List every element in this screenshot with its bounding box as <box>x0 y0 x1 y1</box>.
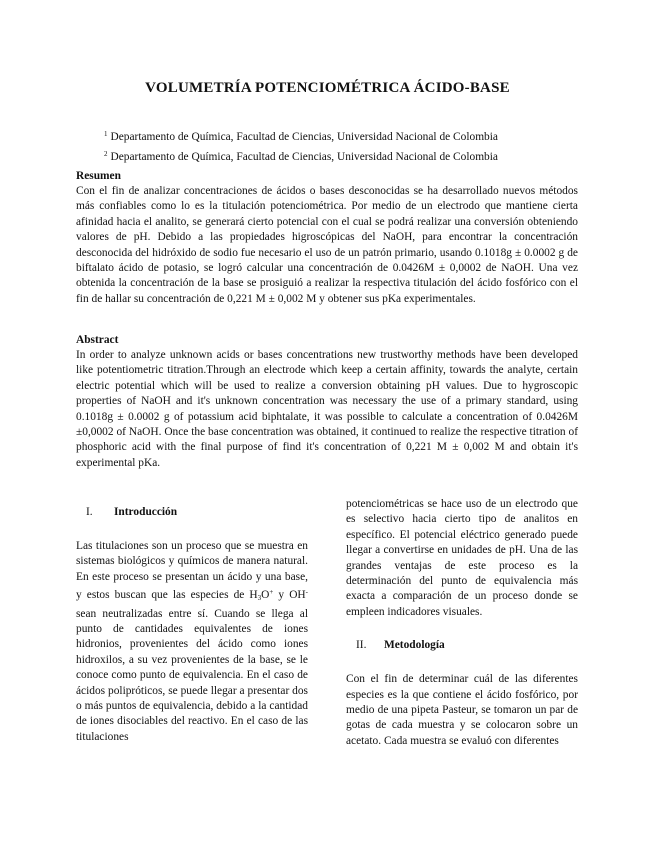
resumen-text: Con el fin de analizar concentraciones de ácidos o bases desconocidas se ha desarrollado nuevos métodos más confiables como lo es la titulación potenciométrica. Por medio de un electrodo que mantiene cierta afinidad hacia el analito, se generará cierto potencial con el cual se podrá realizar una conversión obteniendo valores de pH. Debido a las propiedades higroscópicas del NaOH, para encontrar la concentración desconocida del hidróxido de sodio fue necesario el uso de un patrón primario, usando 0.1018g ± 0.0002 g de biftalato ácido de potasio, se logró calcular una concentración de 0.0426M ± 0,0002 de NaOH. Una vez obtenida la concentración de la base se prosiguió a realizar la respectiva titulación del ácido fosfórico con el fin de hallar su concentración de 0,221 M ± 0,002 M y obtener sus pKa experimentales. <box>76 185 578 305</box>
h3o-subscript: 3 <box>257 594 262 603</box>
abstract-section <box>76 333 578 471</box>
left-column <box>76 505 308 745</box>
affiliation-2-text: Departamento de Química, Facultad de Ciencias, Universidad Nacional de Colombia <box>110 151 498 163</box>
introduction-paragraph <box>76 539 308 745</box>
intro-text-part-1: Las titulaciones son un proceso que se muestra en sistemas biológicos y químicos de manera natural. En este proceso se presentan un ácido y una base, y estos buscan que las especies de H <box>76 540 308 602</box>
introduction-heading <box>76 505 308 520</box>
intro-and-oh: y OH <box>273 589 306 602</box>
methodology-number: II. <box>356 639 367 652</box>
resumen-section <box>76 169 578 307</box>
affiliation-2 <box>104 146 498 166</box>
affiliation-1-text: Departamento de Química, Facultad de Ciencias, Universidad Nacional de Colombia <box>110 131 498 143</box>
abstract-text: In order to analyze unknown acids or bases concentrations new trustworthy methods have been developed like potentiometric titration.Through an electrode which keep a certain affinity, towards the analyte, certain electric potential which will be used to realize a conversion obtaining pH values. Due to hygroscopic properties of NaOH and it's unknown concentration was necessary the use of a primary standard, using 0.1018g ± 0.0002 g of potassium acid biphtalate, it was possible to calculate a concentration of 0.0426M ±0,0002 of NaOH. Once the base concentration was obtained, it continued to realize the respective titration of phosphoric acid with the final purpose of find it's concentration of 0,221 M ± 0,002 M and obtain it's experimental pKa. <box>76 349 578 469</box>
h3o-o: O <box>261 589 270 602</box>
introduction-title: Introducción <box>114 506 178 518</box>
methodology-title: Metodología <box>384 639 445 652</box>
affiliations <box>104 126 498 166</box>
affiliation-1-number: 1 <box>104 130 108 138</box>
paper-title: VOLUMETRÍA POTENCIOMÉTRICA ÁCIDO-BASE <box>145 80 510 96</box>
abstract-heading: Abstract <box>76 334 119 346</box>
intro-text-part-2: sean neutralizadas entre sí. Cuando se llega al punto de cantidades equivalentes de iones hidronios, provenientes del ácido como iones hidroxilos, a su vez provenientes de la base, se le conoce como punto de equivalencia. En el caso de ácidos polipróticos, se puede llegar a presentar dos o más puntos de equivalencia, debido a la cantidad de iones disociables del reactivo. En el caso de las titulaciones <box>76 607 308 743</box>
oh-charge: - <box>305 588 309 597</box>
resumen-heading: Resumen <box>76 170 121 182</box>
affiliation-2-number: 2 <box>104 150 108 158</box>
h3o-charge: + <box>269 588 274 597</box>
right-column <box>346 497 578 749</box>
methodology-paragraph: Con el fin de determinar cuál de las diferentes especies es la que contiene el ácido fosfórico, por medio de una pipeta Pasteur, se tomaron un par de gotas de cada muestra y se colocaron sobre un acetato. Cada muestra se evaluó con diferentes <box>346 673 578 747</box>
methodology-heading <box>346 638 578 653</box>
introduction-continuation: potenciométricas se hace uso de un electrodo que es selectivo hacia cierto tipo de analitos en específico. El potencial eléctrico generado puede llegar a convertirse en unidades de pH. Una de las grandes ventajas de este proceso es la determinación del punto de equivalencia más exacta a comparación de un proceso donde se empleen indicadores visuales. <box>346 498 578 618</box>
affiliation-1 <box>104 126 498 146</box>
introduction-number: I. <box>86 506 93 518</box>
